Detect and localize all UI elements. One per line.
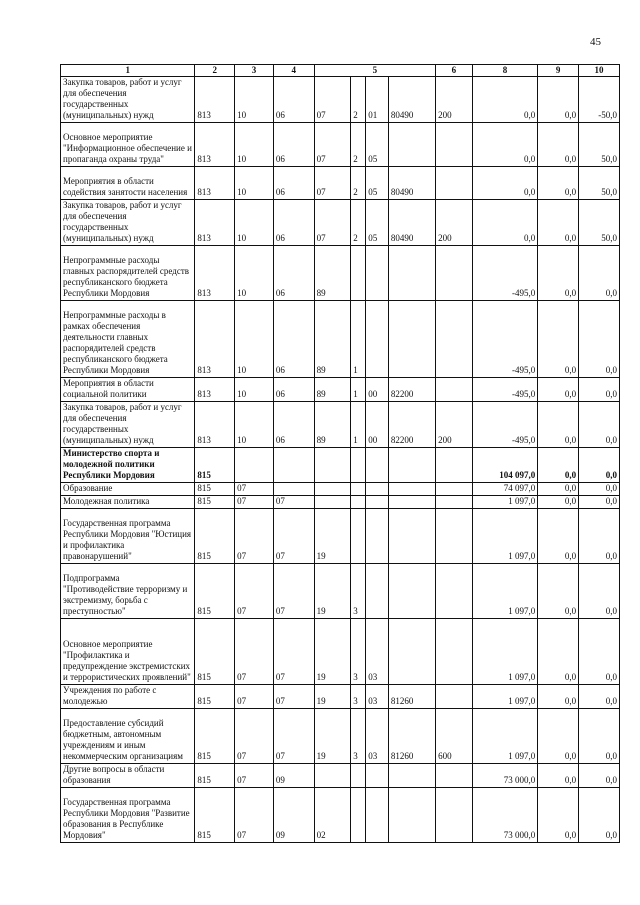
row-name-cell: Основное мероприятие "Информационное обеспечение и пропаганда охраны труда" <box>61 123 195 167</box>
col9-cell: 0,0 <box>538 788 579 843</box>
col6-cell <box>436 509 473 564</box>
col9-cell: 0,0 <box>538 619 579 685</box>
target-direction-cell <box>388 619 435 685</box>
row-name-cell: Основное мероприятие "Профилактика и предупреждение экстремистских и террористических проявлений" <box>61 619 195 685</box>
col3-cell: 10 <box>235 200 274 246</box>
row-name-cell: Государственная программа Республики Мордовия "Юстиция и профилактика правонарушений" <box>61 509 195 564</box>
col2-cell: 815 <box>195 448 235 483</box>
col8-cell: -495,0 <box>472 402 538 448</box>
target-direction-cell <box>388 301 435 378</box>
col4-cell: 06 <box>273 123 314 167</box>
col2-cell: 813 <box>195 301 235 378</box>
col3-cell: 07 <box>235 496 274 509</box>
target-event-cell <box>366 564 389 619</box>
target-direction-cell <box>388 496 435 509</box>
target-event-cell: 05 <box>366 123 389 167</box>
header-col-2: 2 <box>195 65 235 77</box>
target-subprogram-cell <box>351 496 366 509</box>
col10-cell: 0,0 <box>579 709 620 764</box>
col3-cell: 07 <box>235 709 274 764</box>
col3-cell: 10 <box>235 301 274 378</box>
table-row <box>61 123 620 167</box>
col3-cell: 10 <box>235 378 274 402</box>
target-subprogram-cell: 3 <box>351 709 366 764</box>
table-row <box>61 483 620 496</box>
table-body <box>61 77 620 843</box>
col10-cell: 50,0 <box>579 200 620 246</box>
target-subprogram-cell: 2 <box>351 200 366 246</box>
col4-cell: 06 <box>273 77 314 123</box>
target-subprogram-cell <box>351 509 366 564</box>
table-row <box>61 509 620 564</box>
col6-cell <box>436 685 473 709</box>
col8-cell: 73 000,0 <box>472 764 538 788</box>
col4-cell: 07 <box>273 619 314 685</box>
target-program-cell <box>314 496 351 509</box>
col4-cell: 07 <box>273 509 314 564</box>
row-name-cell: Министерство спорта и молодежной политики Республики Мордовия <box>61 448 195 483</box>
col9-cell: 0,0 <box>538 402 579 448</box>
col2-cell: 813 <box>195 167 235 200</box>
col3-cell: 07 <box>235 509 274 564</box>
target-program-cell: 19 <box>314 509 351 564</box>
target-subprogram-cell: 3 <box>351 685 366 709</box>
col3-cell: 07 <box>235 619 274 685</box>
target-event-cell: 03 <box>366 619 389 685</box>
target-subprogram-cell <box>351 246 366 301</box>
col10-cell: 0,0 <box>579 496 620 509</box>
row-name-cell: Образование <box>61 483 195 496</box>
row-name-cell: Другие вопросы в области образования <box>61 764 195 788</box>
target-event-cell: 01 <box>366 77 389 123</box>
col10-cell: 0,0 <box>579 448 620 483</box>
header-col-4: 4 <box>273 65 314 77</box>
target-event-cell: 00 <box>366 402 389 448</box>
table-row <box>61 788 620 843</box>
page-number: 45 <box>590 36 601 48</box>
col6-cell <box>436 448 473 483</box>
budget-table <box>60 64 620 843</box>
target-program-cell: 19 <box>314 564 351 619</box>
col10-cell: 0,0 <box>579 301 620 378</box>
target-subprogram-cell: 1 <box>351 402 366 448</box>
col8-cell: 74 097,0 <box>472 483 538 496</box>
col3-cell: 07 <box>235 564 274 619</box>
col2-cell: 815 <box>195 709 235 764</box>
col3-cell: 07 <box>235 764 274 788</box>
target-program-cell: 89 <box>314 301 351 378</box>
col10-cell: 0,0 <box>579 685 620 709</box>
target-subprogram-cell <box>351 448 366 483</box>
target-event-cell <box>366 246 389 301</box>
target-event-cell: 00 <box>366 378 389 402</box>
col2-cell: 815 <box>195 685 235 709</box>
col6-cell <box>436 167 473 200</box>
row-name-cell: Мероприятия в области содействия занятости населения <box>61 167 195 200</box>
target-subprogram-cell: 2 <box>351 123 366 167</box>
col6-cell: 600 <box>436 709 473 764</box>
header-col-1: 1 <box>61 65 195 77</box>
col2-cell: 815 <box>195 764 235 788</box>
target-program-cell: 19 <box>314 619 351 685</box>
table-row <box>61 246 620 301</box>
row-name-cell: Закупка товаров, работ и услуг для обеспечения государственных (муниципальных) нужд <box>61 200 195 246</box>
col9-cell: 0,0 <box>538 483 579 496</box>
target-event-cell: 05 <box>366 200 389 246</box>
col6-cell <box>436 378 473 402</box>
col9-cell: 0,0 <box>538 77 579 123</box>
header-col-6: 6 <box>436 65 473 77</box>
col10-cell: 0,0 <box>579 619 620 685</box>
target-direction-cell <box>388 764 435 788</box>
col3-cell: 10 <box>235 77 274 123</box>
col8-cell: 0,0 <box>472 123 538 167</box>
col9-cell: 0,0 <box>538 167 579 200</box>
col4-cell: 07 <box>273 709 314 764</box>
row-name-cell: Учреждения по работе с молодежью <box>61 685 195 709</box>
target-subprogram-cell: 3 <box>351 619 366 685</box>
col9-cell: 0,0 <box>538 709 579 764</box>
table-row <box>61 496 620 509</box>
target-program-cell: 89 <box>314 246 351 301</box>
row-name-cell: Подпрограмма "Противодействие терроризму и экстремизму, борьба с преступностью" <box>61 564 195 619</box>
col10-cell: 0,0 <box>579 788 620 843</box>
col9-cell: 0,0 <box>538 764 579 788</box>
header-col-8: 8 <box>472 65 538 77</box>
row-name-cell: Непрограммные расходы в рамках обеспечения деятельности главных распорядителей средств республиканского бюджета Республики Мордовия <box>61 301 195 378</box>
col2-cell: 815 <box>195 496 235 509</box>
col8-cell: -495,0 <box>472 301 538 378</box>
target-event-cell <box>366 509 389 564</box>
col10-cell: -50,0 <box>579 77 620 123</box>
col3-cell <box>235 448 274 483</box>
col8-cell: 1 097,0 <box>472 564 538 619</box>
table-row <box>61 301 620 378</box>
target-program-cell <box>314 764 351 788</box>
col3-cell: 10 <box>235 246 274 301</box>
col6-cell <box>436 301 473 378</box>
table-row <box>61 448 620 483</box>
col9-cell: 0,0 <box>538 448 579 483</box>
target-direction-cell <box>388 483 435 496</box>
col3-cell: 07 <box>235 788 274 843</box>
target-event-cell <box>366 301 389 378</box>
col2-cell: 815 <box>195 564 235 619</box>
col2-cell: 813 <box>195 402 235 448</box>
col9-cell: 0,0 <box>538 685 579 709</box>
target-direction-cell <box>388 246 435 301</box>
header-col-3: 3 <box>235 65 274 77</box>
target-subprogram-cell: 2 <box>351 167 366 200</box>
target-program-cell: 19 <box>314 685 351 709</box>
col4-cell <box>273 448 314 483</box>
col6-cell <box>436 496 473 509</box>
col3-cell: 07 <box>235 483 274 496</box>
col4-cell <box>273 483 314 496</box>
target-program-cell: 07 <box>314 77 351 123</box>
target-program-cell: 19 <box>314 709 351 764</box>
table-row <box>61 709 620 764</box>
col8-cell: -495,0 <box>472 246 538 301</box>
col2-cell: 815 <box>195 788 235 843</box>
target-program-cell <box>314 448 351 483</box>
header-col-5: 5 <box>314 65 435 77</box>
col2-cell: 813 <box>195 77 235 123</box>
col2-cell: 813 <box>195 200 235 246</box>
target-subprogram-cell <box>351 483 366 496</box>
target-direction-cell <box>388 448 435 483</box>
col8-cell: 0,0 <box>472 200 538 246</box>
col6-cell: 200 <box>436 402 473 448</box>
col8-cell: 104 097,0 <box>472 448 538 483</box>
col3-cell: 07 <box>235 685 274 709</box>
col3-cell: 10 <box>235 167 274 200</box>
target-program-cell: 07 <box>314 200 351 246</box>
col10-cell: 0,0 <box>579 564 620 619</box>
target-subprogram-cell: 3 <box>351 564 366 619</box>
table-row <box>61 685 620 709</box>
col9-cell: 0,0 <box>538 509 579 564</box>
col8-cell: 1 097,0 <box>472 709 538 764</box>
col10-cell: 0,0 <box>579 402 620 448</box>
col4-cell: 06 <box>273 167 314 200</box>
row-name-cell: Закупка товаров, работ и услуг для обеспечения государственных (муниципальных) нужд <box>61 402 195 448</box>
col4-cell: 06 <box>273 402 314 448</box>
target-program-cell <box>314 483 351 496</box>
col6-cell <box>436 246 473 301</box>
target-direction-cell <box>388 509 435 564</box>
col3-cell: 10 <box>235 123 274 167</box>
col8-cell: 1 097,0 <box>472 509 538 564</box>
target-subprogram-cell <box>351 764 366 788</box>
col10-cell: 50,0 <box>579 123 620 167</box>
col8-cell: 73 000,0 <box>472 788 538 843</box>
col6-cell <box>436 483 473 496</box>
col2-cell: 815 <box>195 483 235 496</box>
col6-cell <box>436 123 473 167</box>
col3-cell: 10 <box>235 402 274 448</box>
row-name-cell: Молодежная политика <box>61 496 195 509</box>
col4-cell: 07 <box>273 685 314 709</box>
col8-cell: 1 097,0 <box>472 619 538 685</box>
col4-cell: 07 <box>273 496 314 509</box>
target-program-cell: 89 <box>314 402 351 448</box>
target-program-cell: 07 <box>314 167 351 200</box>
col2-cell: 813 <box>195 378 235 402</box>
target-direction-cell <box>388 564 435 619</box>
col10-cell: 0,0 <box>579 246 620 301</box>
col10-cell: 50,0 <box>579 167 620 200</box>
target-program-cell: 89 <box>314 378 351 402</box>
col4-cell: 06 <box>273 378 314 402</box>
target-direction-cell <box>388 788 435 843</box>
col10-cell: 0,0 <box>579 378 620 402</box>
col6-cell <box>436 619 473 685</box>
table-row <box>61 564 620 619</box>
table-row <box>61 402 620 448</box>
row-name-cell: Предоставление субсидий бюджетным, автономным учреждениям и иным некоммерческим организациям <box>61 709 195 764</box>
target-event-cell: 05 <box>366 167 389 200</box>
row-name-cell: Государственная программа Республики Мордовия "Развитие образования в Республике Мордовия" <box>61 788 195 843</box>
col4-cell: 06 <box>273 246 314 301</box>
target-event-cell <box>366 788 389 843</box>
col9-cell: 0,0 <box>538 246 579 301</box>
target-subprogram-cell: 2 <box>351 77 366 123</box>
col4-cell: 09 <box>273 788 314 843</box>
col8-cell: 0,0 <box>472 167 538 200</box>
col9-cell: 0,0 <box>538 496 579 509</box>
col8-cell: 1 097,0 <box>472 496 538 509</box>
col4-cell: 06 <box>273 200 314 246</box>
col2-cell: 815 <box>195 619 235 685</box>
table-row <box>61 619 620 685</box>
col4-cell: 09 <box>273 764 314 788</box>
col6-cell <box>436 788 473 843</box>
target-event-cell <box>366 764 389 788</box>
col2-cell: 813 <box>195 123 235 167</box>
row-name-cell: Непрограммные расходы главных распорядителей средств республиканского бюджета Республики Мордовия <box>61 246 195 301</box>
col10-cell: 0,0 <box>579 509 620 564</box>
row-name-cell: Закупка товаров, работ и услуг для обеспечения государственных (муниципальных) нужд <box>61 77 195 123</box>
col10-cell: 0,0 <box>579 764 620 788</box>
target-event-cell <box>366 496 389 509</box>
col8-cell: 0,0 <box>472 77 538 123</box>
row-name-cell: Мероприятия в области социальной политики <box>61 378 195 402</box>
target-direction-cell: 82200 <box>388 378 435 402</box>
col9-cell: 0,0 <box>538 564 579 619</box>
target-direction-cell: 81260 <box>388 709 435 764</box>
col10-cell: 0,0 <box>579 483 620 496</box>
target-event-cell <box>366 483 389 496</box>
target-direction-cell: 80490 <box>388 200 435 246</box>
col6-cell: 200 <box>436 77 473 123</box>
target-direction-cell: 80490 <box>388 167 435 200</box>
col8-cell: -495,0 <box>472 378 538 402</box>
col4-cell: 06 <box>273 301 314 378</box>
target-direction-cell: 82200 <box>388 402 435 448</box>
col9-cell: 0,0 <box>538 123 579 167</box>
header-col-10: 10 <box>579 65 620 77</box>
target-direction-cell <box>388 123 435 167</box>
table-header-row <box>61 65 620 77</box>
col9-cell: 0,0 <box>538 378 579 402</box>
table-row <box>61 77 620 123</box>
table-row <box>61 378 620 402</box>
col9-cell: 0,0 <box>538 200 579 246</box>
col6-cell <box>436 564 473 619</box>
target-program-cell: 02 <box>314 788 351 843</box>
col9-cell: 0,0 <box>538 301 579 378</box>
target-event-cell: 03 <box>366 685 389 709</box>
target-subprogram-cell <box>351 788 366 843</box>
col6-cell: 200 <box>436 200 473 246</box>
col6-cell <box>436 764 473 788</box>
target-program-cell: 07 <box>314 123 351 167</box>
col8-cell: 1 097,0 <box>472 685 538 709</box>
target-event-cell: 03 <box>366 709 389 764</box>
target-event-cell <box>366 448 389 483</box>
col2-cell: 813 <box>195 246 235 301</box>
target-subprogram-cell: 1 <box>351 301 366 378</box>
col4-cell: 07 <box>273 564 314 619</box>
table-row <box>61 764 620 788</box>
col2-cell: 815 <box>195 509 235 564</box>
target-direction-cell: 80490 <box>388 77 435 123</box>
target-direction-cell: 81260 <box>388 685 435 709</box>
target-subprogram-cell: 1 <box>351 378 366 402</box>
table-row <box>61 200 620 246</box>
table-row <box>61 167 620 200</box>
header-col-9: 9 <box>538 65 579 77</box>
